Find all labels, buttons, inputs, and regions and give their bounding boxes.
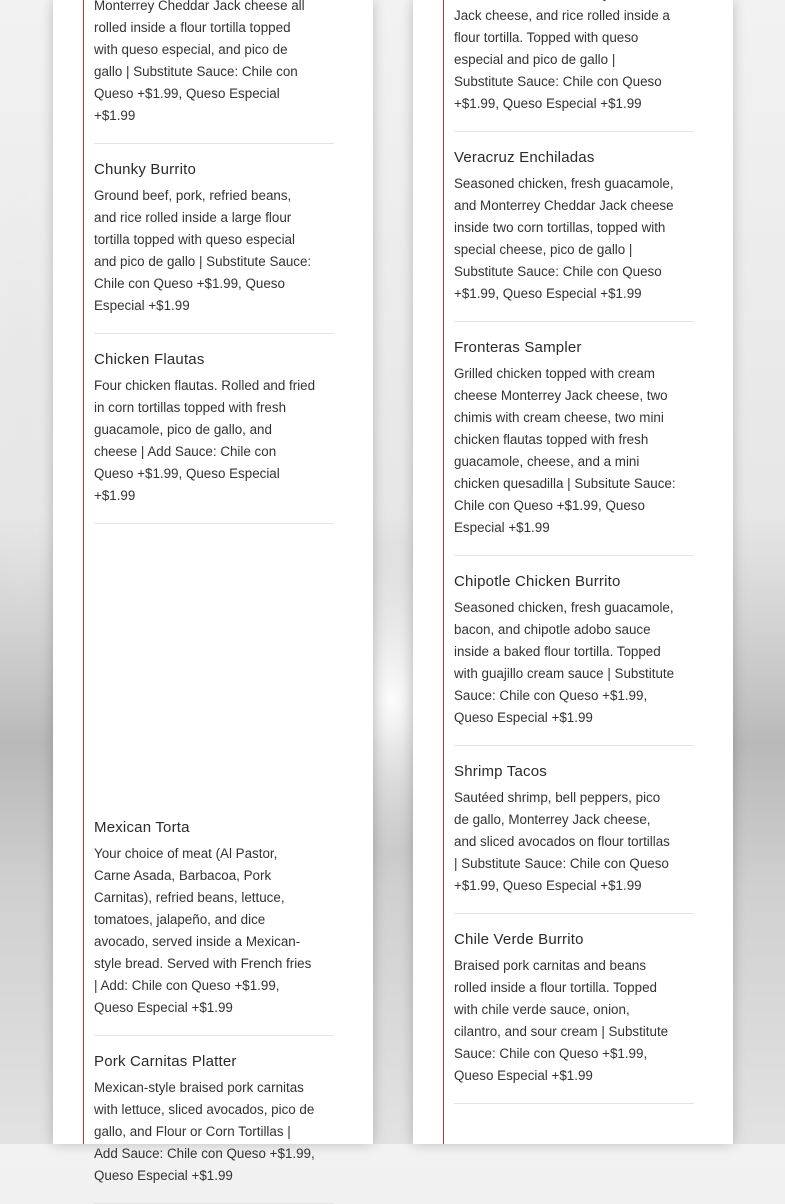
menu-item-description: Seasoned chicken, fresh guacamole, bacon, and chipotle adobo sauce inside a baked flour tortilla. Topped with guajillo cream sauce | Substitute Sauce: Chile con Queso +$1.99, Queso Especial +$1.99 [454,600,675,725]
menu-item-title: Shrimp Tacos [454,763,547,780]
menu-column-right [413,0,733,1144]
menu-item-description: Monterrey Cheddar Jack cheese all rolled inside a flour tortilla topped with queso especial, and pico de gallo | Substitute Sauce: Chile con Queso +$1.99, Queso Especial +$1.99 [94,0,305,123]
menu-item-description: Ground beef, pork, refried beans, and rice rolled inside a large flour tortilla topped with queso especial and pico de gallo | Substitute Sauce: Chile con Queso +$1.99, Queso Especial +$1.99 [94,188,312,313]
menu-item-title: Pork Carnitas Platter [94,1053,237,1070]
menu-item [94,0,334,144]
menu-list-left [94,0,334,1204]
menu-item [94,144,334,334]
menu-item-description: Grilled chicken topped with cream cheese Monterrey Jack cheese, two chimis with cream cheese, two mini chicken flautas topped with fresh guacamole, cheese, and a mini chicken quesadilla | Subsitute Sauce: Chile con Queso +$1.99, Queso Especial +$1.99 [454,366,676,535]
menu-item-description: Four chicken flautas. Rolled and fried in corn tortillas topped with fresh guacamole, pico de gallo, and cheese | Add Sauce: Chile con Queso +$1.99, Queso Especial +$1.99 [94,378,316,503]
menu-item [454,914,694,1104]
menu-item-description: Sautéed shrimp, bell peppers, pico de gallo, Monterrey Jack cheese, and sliced avocados on flour tortillas | Substitute Sauce: Chile con Queso +$1.99, Queso Especial +$1.99 [454,790,670,893]
menu-item-description: Mexican-style braised pork carnitas with lettuce, sliced avocados, pico de gallo, and Flour or Corn Tortillas | Add Sauce: Chile con Queso +$1.99, Queso Especial +$1.99 [94,1080,315,1183]
menu-item-description: Your choice of meat (Al Pastor, Carne Asada, Barbacoa, Pork Carnitas), refried beans, lettuce, tomatoes, jalapeño, and dice avocado, served inside a Mexican-style bread. Served with French fries | Add: Chile con Queso +$1.99, Queso Especial +$1.99 [94,846,312,1015]
menu-item [454,746,694,914]
menu-item [94,802,334,1036]
menu-item-description: Seasoned chicken, fresh guacamole, and Monterrey Cheddar Jack cheese inside two corn tortillas, topped with special cheese, pico de gallo | Substitute Sauce: Chile con Queso +$1.99, Queso Especial +$1.99 [454,176,674,301]
menu-list-right [454,0,694,1104]
column-rule [443,0,444,1144]
menu-item [94,334,334,524]
menu-item-title: Chicken Flautas [94,351,205,368]
menu-spacer [94,524,334,802]
menu-item-title: Chipotle Chicken Burrito [454,573,621,590]
menu-item-title: Chile Verde Burrito [454,931,584,948]
menu-item [454,556,694,746]
menu-item-title: Mexican Torta [94,819,190,836]
menu-item-title: Chunky Burrito [94,161,197,178]
menu-item-title: Veracruz Enchiladas [454,149,595,166]
menu-item [454,0,694,132]
menu-item-title: Fronteras Sampler [454,339,582,356]
menu-item-description: Braised pork carnitas and beans rolled inside a flour tortilla. Topped with chile verde sauce, onion, cilantro, and sour cream | Substitute Sauce: Chile con Queso +$1.99, Queso Especial +$1.99 [454,958,669,1083]
column-rule [83,0,84,1144]
menu-item-description: Jack cheese, and rice rolled inside a flour tortilla. Topped with queso especial and pico de gallo | Substitute Sauce: Chile con Queso +$1.99, Queso Especial +$1.99 [454,8,670,111]
menu-item [94,1036,334,1204]
menu-item [454,132,694,322]
menu-item [454,322,694,556]
menu-column-left [53,0,373,1183]
